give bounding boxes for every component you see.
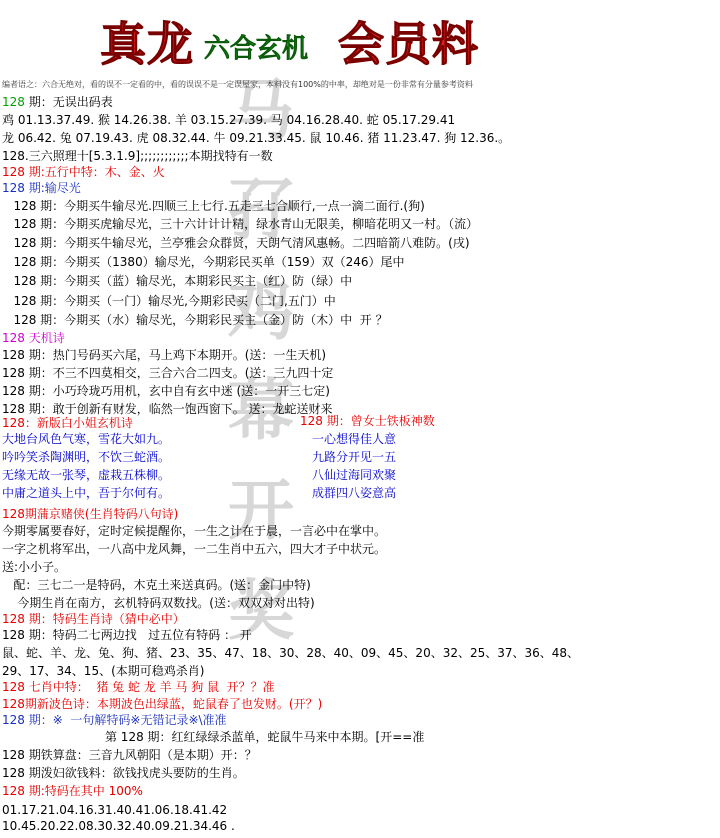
content-line bbox=[2, 234, 470, 252]
line-text: 鼠、蛇、羊、龙、兔、狗、猪、23、35、47、18、30、28、40、09、45、20、32、25、37、36、48、 bbox=[2, 646, 580, 660]
watermark-char: 马 bbox=[228, 71, 294, 149]
line-text: 128期蒲京赌侠(生肖特码八句诗) bbox=[2, 507, 179, 521]
watermark-char: 鸡 bbox=[228, 271, 294, 349]
banner-part-3: 会员料 bbox=[338, 17, 479, 71]
right-poem-line: 八仙过海同欢聚 bbox=[312, 468, 397, 482]
content-line bbox=[2, 129, 510, 147]
line-text: 128：新版白小姐玄机诗 bbox=[2, 416, 133, 430]
line-text: 128 期：热门号码买六尾，马上鸡下本期开。(送：一生天机) bbox=[2, 348, 327, 362]
content-line bbox=[2, 558, 66, 576]
line-text: 配：三七二一是特码，木克土来送真码。(送：金门中特) bbox=[2, 578, 311, 592]
line-text: 128 期：特码生肖诗（猜中必中） bbox=[2, 612, 185, 626]
right-poem-line: 一心想得佳人意 bbox=[312, 432, 397, 446]
watermark-char: 幕 bbox=[228, 371, 294, 449]
content-line bbox=[2, 505, 178, 523]
line-text: 128 七肖中特： 猪 兔 蛇 龙 羊 马 狗 鼠 开？？准 bbox=[2, 680, 275, 694]
line-text: 无缘无故一张琴，虚栽五株柳。 bbox=[2, 468, 171, 482]
line-text: 128期新波色诗：本期波色出绿蓝，蛇鼠春了也发财。(开？) bbox=[2, 697, 323, 711]
line-text: 吟吟笑杀陶渊明，不饮三蛇酒。 bbox=[2, 450, 171, 464]
line-text: 128 期:特码在其中 100% bbox=[2, 784, 143, 798]
content-line bbox=[2, 764, 245, 782]
line-text: 128 期：今期买（1380）输尽光，今期彩民买单（159）双（246）尾中 bbox=[2, 255, 405, 269]
content-line bbox=[2, 484, 170, 502]
line-text: 期：无误出码表 bbox=[24, 95, 113, 109]
content-line bbox=[2, 430, 170, 448]
content-line bbox=[2, 197, 425, 215]
line-text: 中庸之道头上中，吾于尔何有。 bbox=[2, 486, 171, 500]
content-line bbox=[2, 215, 478, 233]
content-line bbox=[2, 644, 579, 662]
line-text: 128.三六照理十[5.3.1.9];;;;;;;;;;;;本期找特有一数 bbox=[2, 149, 273, 163]
line-prefix: 128 bbox=[2, 95, 25, 109]
right-poem-title: 128 期：曾女士铁板神数 bbox=[300, 414, 435, 428]
line-text: 128 期:五行中特：木、金、火 bbox=[2, 165, 165, 179]
line-text: 128 期：今期买牛输尽光.四顺三上七行.五走三七合顺行,一点一滴二面行.(狗) bbox=[2, 199, 425, 213]
right-poem-line: 九路分开见一五 bbox=[312, 450, 397, 464]
line-text: 29、17、34、15、(本期可稳鸡杀肖) bbox=[2, 664, 205, 678]
line-text: 送:小小子。 bbox=[2, 560, 67, 574]
line-text: 128 期:输尽光 bbox=[2, 181, 81, 195]
content-line bbox=[2, 448, 170, 466]
line-text: 龙 06.42. 兔 07.19.43. 虎 08.32.44. 牛 09.21.33.45. 鼠 10.46. 猪 11.23.47. 狗 12.36.。 bbox=[2, 131, 511, 145]
line-text: 128 期：今期买虎输尽光，三十六计计计精，绿水青山无限美，柳暗花明又一村。（流） bbox=[2, 217, 479, 231]
line-text: 今期生肖在南方，玄机特码双数找。(送：双双对对出特) bbox=[2, 596, 315, 610]
content-line bbox=[2, 626, 252, 644]
banner-part-2: 六合玄机 bbox=[204, 34, 309, 64]
line-text: 128 期：特码二七两边找 过五位有特码 ： 开 bbox=[2, 628, 252, 642]
line-text: 128 期：今期买（水）输尽光，今期彩民买主（金）防（木）中 开 ？ bbox=[2, 313, 388, 327]
line-text: 128 期：今期买（一门）输尽光,今期彩民买（二门,五门）中 bbox=[2, 294, 336, 308]
watermark-char: 开 bbox=[228, 471, 294, 549]
content-line bbox=[2, 711, 227, 729]
line-text: 128 期铁算盘：三音九风朝阳（是本期）开：？ bbox=[2, 748, 257, 762]
disclaimer: 编者语之：六合无绝对，看的误不一定看的中，看的误误不是一定误屋家，本料没有100%的中率，却绝对是一份非常有分量参考资料 bbox=[2, 80, 473, 89]
content-line bbox=[2, 93, 113, 111]
line-text: 128 期：不三不四莫相交，三合六合二四支。(送：三九四十定 bbox=[2, 366, 334, 380]
line-text: 一字之机将军出，一八高中龙风舞，一二生肖中五六，四大才子中状元。 bbox=[2, 542, 387, 556]
content-line bbox=[2, 292, 336, 310]
content-line bbox=[2, 728, 424, 746]
watermark-char: 奖 bbox=[228, 571, 294, 649]
line-text: 10.45.20.22.08.30.32.40.09.21.34.46 . bbox=[2, 819, 235, 833]
content-line bbox=[2, 782, 143, 800]
content-line bbox=[2, 253, 405, 271]
content-line bbox=[2, 311, 388, 329]
line-text: 128 天机诗 bbox=[2, 331, 65, 345]
line-text: 第 128 期：红红绿绿杀蓝单，蛇鼠牛马来中本期。[开==准 bbox=[2, 730, 425, 744]
content-line bbox=[2, 364, 333, 382]
line-text: 128 期泼妇欲钱料：欲钱找虎头要防的生肖。 bbox=[2, 766, 245, 780]
banner-part-1: 真龙 bbox=[100, 17, 194, 71]
content-line bbox=[2, 346, 326, 364]
line-text: 128 期：※ 一句解特码※无错记录※\准准 bbox=[2, 713, 227, 727]
line-text: 128 期：今期买（蓝）输尽光，本期彩民买主（红）防（绿）中 bbox=[2, 274, 353, 288]
line-text: 鸡 01.13.37.49. 猴 14.26.38. 羊 03.15.27.39. 马 04.16.28.40. 蛇 05.17.29.41 bbox=[2, 113, 456, 127]
content-line bbox=[2, 540, 386, 558]
content-line bbox=[2, 179, 81, 197]
line-text: 01.17.21.04.16.31.40.41.06.18.41.42 bbox=[2, 803, 228, 817]
content-line bbox=[2, 111, 455, 129]
watermark-char: 孖 bbox=[228, 171, 294, 249]
line-text: 128 期：今期买牛输尽光，兰亭雅会众群贤，天朗气清风惠畅。二四暗箭八难防。(戌) bbox=[2, 236, 470, 250]
right-poem-line: 成群四八姿意高 bbox=[312, 486, 397, 500]
content-line bbox=[2, 466, 170, 484]
content-line bbox=[2, 382, 330, 400]
content-line bbox=[2, 817, 235, 835]
line-text: 128 期：小巧玲珑巧用机，玄中自有玄中迷 (送：一开三七定) bbox=[2, 384, 330, 398]
banner-title bbox=[100, 6, 520, 71]
content-line bbox=[2, 522, 386, 540]
content-line bbox=[2, 746, 257, 764]
line-text: 128 期：敢于创新有财发，临然一饱西窗下。 送：龙蛇送财来 bbox=[2, 402, 333, 416]
content-line bbox=[2, 329, 65, 347]
line-text: 大地台风色气寒，雪花大如九。 bbox=[2, 432, 171, 446]
content-line bbox=[2, 272, 352, 290]
line-text: 今期零属要春好，定时定候提醒你，一生之计在于晨，一言必中在掌中。 bbox=[2, 524, 387, 538]
content-line bbox=[2, 678, 275, 696]
content-line bbox=[2, 576, 311, 594]
